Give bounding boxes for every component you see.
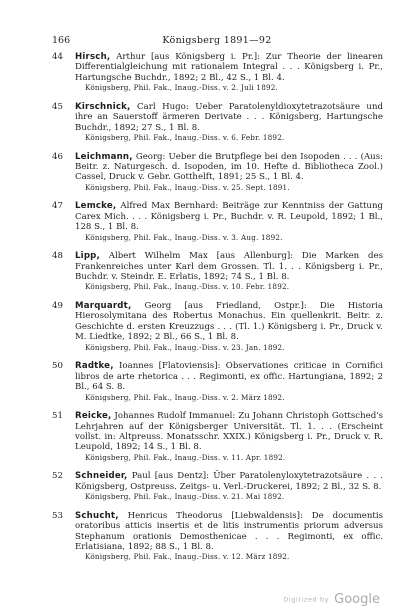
entry-number: 48 [52,251,63,262]
list-item [52,471,388,501]
entry-body [75,152,383,193]
entry-text: Johannes Rudolf Immanuel: Zu Johann Christoph Gottsched's Lehrjahren auf der Königsberger Universität. Tl. 1. . . (Erscheint vollst. in: Altpreuss. Monatsschr. XXIX.) Königsberg i. Pr., Druck v. R. Leupold, 1892; 14 S., 1 Bl. 8. [75,411,383,453]
entry-author: Reicke, [75,411,112,422]
entry-note: Königsberg, Phil. Fak., Inaug.-Diss. v. 2. Juli 1892. [85,83,278,93]
entry-number: 45 [52,101,63,112]
entry-body [75,361,383,402]
entry-author: Hirsch, [75,52,111,62]
list-item [52,152,388,193]
entry-number: 52 [52,471,63,482]
entry-author: Lipp, [75,251,100,262]
entry-number: 53 [52,510,63,521]
entry-body [75,471,383,501]
entry-note: Königsberg, Phil. Fak., Inaug.-Diss. v. 25. Sept. 1891. [85,182,290,192]
entry-author: Radtke, [75,361,114,372]
google-watermark [283,589,380,609]
entry-text: Georg: Ueber die Brutpflege bei den Isopoden . . . (Aus: Beitr. z. Naturgesch. d. Isopoden, im 10. Hefte d. Bibliotheca Zool.) Cassel, Druck v. Gebr. Gotthelft, 1891; 25 S., 1 Bl. 4. [75,151,383,183]
entry-number: 49 [52,301,63,312]
entry-text: Paul [aus Dentz]: Über Paratolenyloxytetrazotsäure . . . Königsberg, Ostpreuss. Zeitgs- u. Verl.-Druckerei, 1892; 2 Bl., 32 S. 8. [75,471,383,492]
page-number: 166 [52,35,71,46]
entry-note: Königsberg, Phil. Fak., Inaug.-Diss. v. 3. Aug. 1892. [85,232,283,242]
list-item [52,301,388,352]
entry-number: 50 [52,361,63,372]
list-item [52,251,388,292]
entry-body [75,201,383,242]
entry-text: Albert Wilhelm Max [aus Allenburg]: Die Marken des Frankenreiches unter Karl dem Grossen. Tl. 1. . . Königsberg i. Pr., Buchdr. v. Steindr. E. Erlatis, 1892; 74 S., 1 Bl. 8. [75,251,383,283]
entry-note: Königsberg, Phil. Fak., Inaug.-Diss. v. 21. Mai 1892. [85,492,285,502]
list-item [52,411,388,462]
entry-author: Marquardt, [75,301,132,312]
entry-author: Schucht, [75,510,119,521]
list-item [52,511,388,562]
entry-author: Schneider, [75,471,128,482]
list-item [52,201,388,242]
entry-text: Georg [aus Friedland, Ostpr.]: Die Historia Hierosolymitana des Robertus Monachus. Ein quellenkrit. Beitr. z. Geschichte d. ersten Kreuzzugs . . . (Tl. 1.) Königsberg i. Pr., Druck v. M. Liedtke, 1892; 2 Bl., 66 S., 1 Bl. 8. [75,301,383,343]
entry-author: Leichmann, [75,151,133,162]
entry-number: 51 [52,411,63,422]
google-logo: Google [334,592,380,607]
entry-note: Königsberg, Phil. Fak., Inaug.-Diss. v. 11. Apr. 1892. [85,452,286,462]
list-item [52,52,388,93]
entry-body [75,52,383,93]
entry-body [75,511,383,562]
entry-note: Königsberg, Phil. Fak., Inaug.-Diss. v. 2. März 1892. [85,392,285,402]
entry-author: Kirschnick, [75,101,131,112]
list-item [52,361,388,402]
entry-body [75,251,383,292]
entry-number: 44 [52,52,63,62]
entry-note: Königsberg, Phil. Fak., Inaug.-Diss. v. 12. März 1892. [85,552,290,562]
entry-note: Königsberg, Phil. Fak., Inaug.-Diss. v. 10. Febr. 1892. [85,282,290,292]
entry-text: Ioannes [Flatoviensis]: Observationes criticae in Cornifici libros de arte rhetorica . . . Regimonti, ex offic. Hartungiana, 1892; 2 Bl., 64 S. 8. [75,361,383,393]
entry-list [52,52,388,571]
running-title: Königsberg 1891—92 [162,35,272,46]
entry-text: Henricus Theodorus [Liebwaldensis]: De documentis oratoribus atticis insertis et de litis instrumentis priorum adversus Stephanum orationis Demosthenicae . . . Regimonti, ex offic. Erlatisiana, 1892; 88 S., 1 Bl. 8. [75,510,383,552]
entry-number: 46 [52,151,63,162]
entry-text: Alfred Max Bernhard: Beiträge zur Kenntniss der Gattung Carex Mich. . . . Königsberg i. Pr., Buchdr. v. R. Leupold, 1892; 1 Bl., 128 S., 1 Bl. 8. [75,201,383,233]
page-header [52,34,382,48]
entry-text: Carl Hugo: Ueber Paratolenyldioxytetrazotsäure und ihre an Sauerstoff ärmeren Derivate . . . Königsberg, Hartungsche Buchdr., 1892; 27 S., 1 Bl. 8. [75,101,383,133]
entry-text: Arthur [aus Königsberg i. Pr.]: Zur Theorie der linearen Differentialgleichung mit rationalem Integral . . . Königsberg i. Pr., Hartungsche Buchdr., 1892; 2 Bl., 42 S., 1 Bl. 4. [75,52,383,83]
entry-body [75,102,383,143]
entry-body [75,301,383,352]
entry-body [75,411,383,462]
entry-note: Königsberg, Phil. Fak., Inaug.-Diss. v. 6. Febr. 1892. [85,133,285,143]
entry-note: Königsberg, Phil. Fak., Inaug.-Diss. v. 23. Jan. 1892. [85,342,285,352]
entry-number: 47 [52,201,63,212]
list-item [52,102,388,143]
entry-author: Lemcke, [75,201,117,212]
watermark-prefix: Digitized by [283,595,330,604]
